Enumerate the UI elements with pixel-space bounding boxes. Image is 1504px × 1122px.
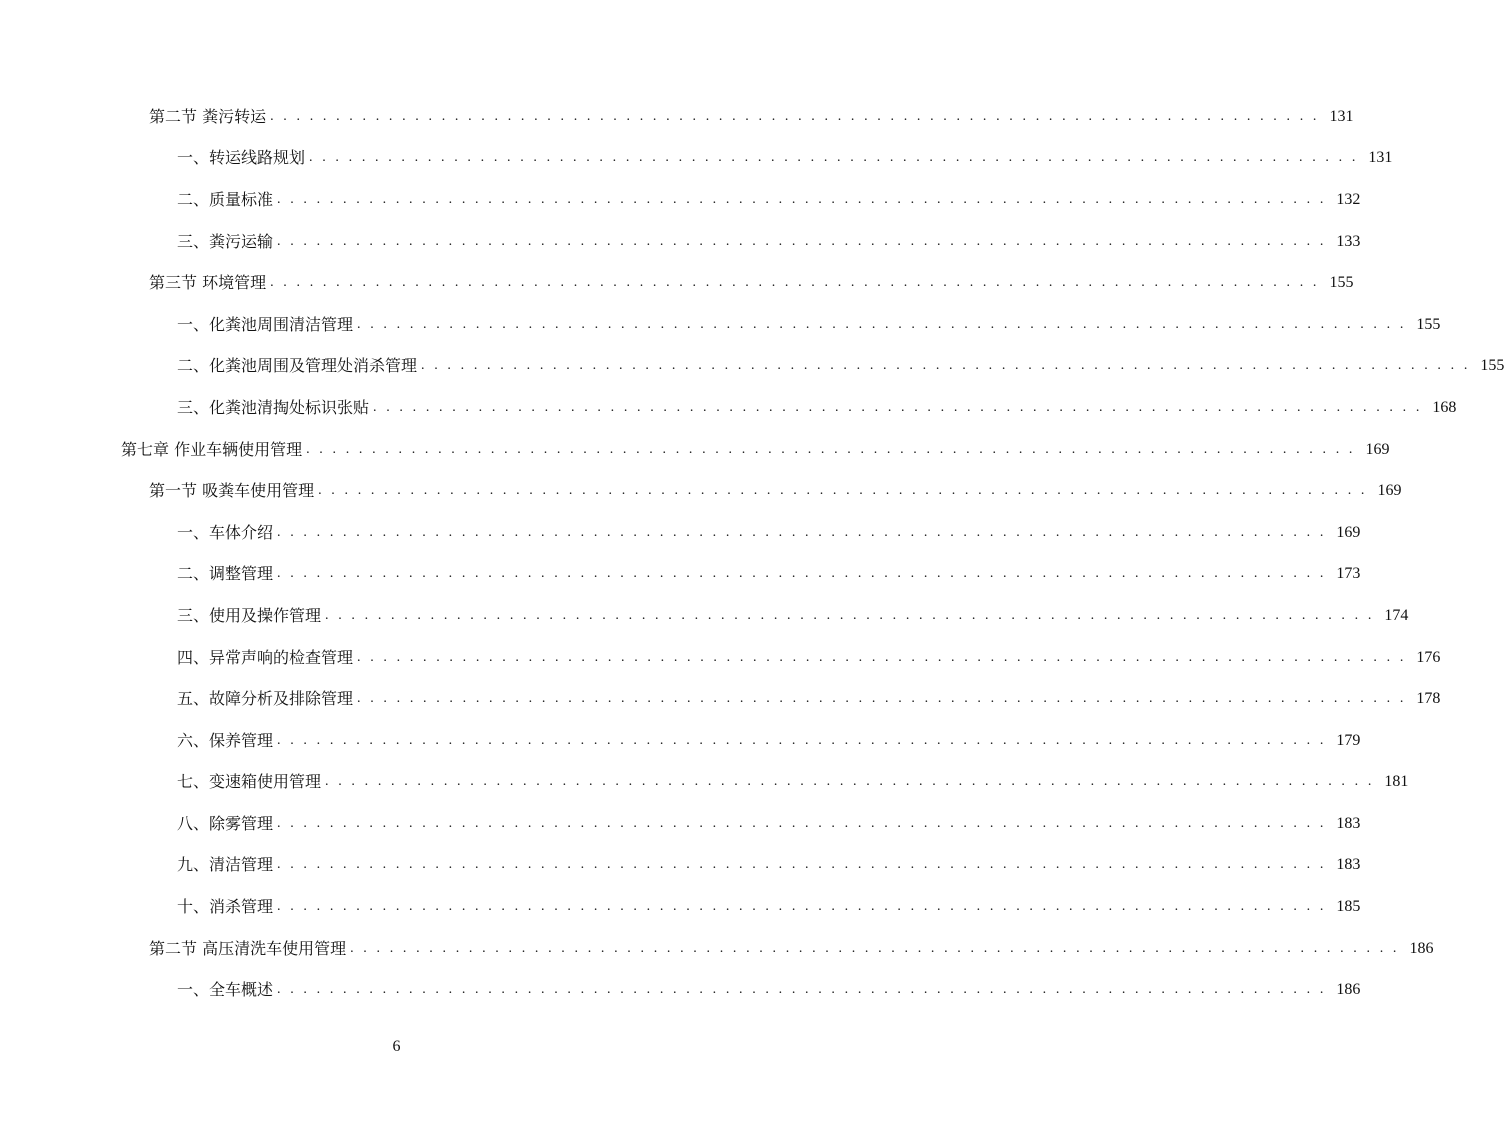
toc-dot-leader: . . . . . . . . . . . . . . . . . . . . . . . . . . . . . . . . . . . . . . . . . . . . . . . . . . . . . . . . . . . . . . . . . . . . . . . . . . . . . . . . [325, 607, 1375, 623]
toc-entry-page-number: 186 [1409, 939, 1434, 957]
toc-entry[interactable] [0, 304, 1441, 346]
toc-dot-leader: . . . . . . . . . . . . . . . . . . . . . . . . . . . . . . . . . . . . . . . . . . . . . . . . . . . . . . . . . . . . . . . . . . . . . . . . . . . . . . . . [277, 233, 1327, 249]
toc-dot-leader: . . . . . . . . . . . . . . . . . . . . . . . . . . . . . . . . . . . . . . . . . . . . . . . . . . . . . . . . . . . . . . . . . . . . . . . . . . . . . . . . [270, 275, 1320, 291]
toc-dot-leader: . . . . . . . . . . . . . . . . . . . . . . . . . . . . . . . . . . . . . . . . . . . . . . . . . . . . . . . . . . . . . . . . . . . . . . . . . . . . . . . . [373, 399, 1423, 415]
toc-entry[interactable] [0, 678, 1441, 720]
toc-dot-leader: . . . . . . . . . . . . . . . . . . . . . . . . . . . . . . . . . . . . . . . . . . . . . . . . . . . . . . . . . . . . . . . . . . . . . . . . . . . . . . . . [277, 899, 1327, 915]
toc-entry-page-number: 179 [1336, 731, 1361, 749]
toc-dot-leader: . . . . . . . . . . . . . . . . . . . . . . . . . . . . . . . . . . . . . . . . . . . . . . . . . . . . . . . . . . . . . . . . . . . . . . . . . . . . . . . . [306, 441, 1356, 457]
toc-entry[interactable] [0, 762, 1409, 804]
toc-dot-leader: . . . . . . . . . . . . . . . . . . . . . . . . . . . . . . . . . . . . . . . . . . . . . . . . . . . . . . . . . . . . . . . . . . . . . . . . . . . . . . . . [277, 191, 1327, 207]
toc-dot-leader: . . . . . . . . . . . . . . . . . . . . . . . . . . . . . . . . . . . . . . . . . . . . . . . . . . . . . . . . . . . . . . . . . . . . . . . . . . . . . . . . [277, 524, 1327, 540]
toc-entry[interactable] [0, 346, 1504, 388]
toc-entry-page-number: 155 [1480, 357, 1504, 375]
toc-entry-title: 四、异常声响的检查管理 [177, 647, 354, 667]
toc-entry-title: 一、化粪池周围清洁管理 [177, 314, 354, 334]
toc-entry-title: 一、全车概述 [177, 980, 274, 1000]
toc-dot-leader: . . . . . . . . . . . . . . . . . . . . . . . . . . . . . . . . . . . . . . . . . . . . . . . . . . . . . . . . . . . . . . . . . . . . . . . . . . . . . . . . [270, 108, 1320, 124]
toc-entry[interactable] [0, 928, 1434, 970]
toc-entry[interactable] [0, 969, 1361, 1011]
toc-entry-page-number: 181 [1384, 773, 1409, 791]
toc-entry-page-number: 169 [1377, 482, 1402, 500]
toc-entry[interactable] [0, 803, 1361, 845]
toc-entry-title: 第七章 作业车辆使用管理 [121, 439, 303, 459]
toc-entry[interactable] [0, 845, 1361, 887]
toc-dot-leader: . . . . . . . . . . . . . . . . . . . . . . . . . . . . . . . . . . . . . . . . . . . . . . . . . . . . . . . . . . . . . . . . . . . . . . . . . . . . . . . . [277, 982, 1327, 998]
toc-entry-title: 三、化粪池清掏处标识张贴 [177, 397, 370, 417]
toc-entry-page-number: 178 [1416, 690, 1441, 708]
toc-entry-page-number: 174 [1384, 606, 1409, 624]
toc-entry[interactable] [0, 96, 1354, 138]
toc-entry-title: 五、故障分析及排除管理 [177, 689, 354, 709]
toc-entry-page-number: 185 [1336, 898, 1361, 916]
toc-entry-title: 第二节 高压清洗车使用管理 [149, 938, 347, 958]
toc-entry-page-number: 186 [1336, 981, 1361, 999]
toc-entry[interactable] [0, 429, 1390, 471]
toc-entry-page-number: 131 [1329, 107, 1354, 125]
toc-entry-title: 二、质量标准 [177, 189, 274, 209]
toc-dot-leader: . . . . . . . . . . . . . . . . . . . . . . . . . . . . . . . . . . . . . . . . . . . . . . . . . . . . . . . . . . . . . . . . . . . . . . . . . . . . . . . . [277, 732, 1327, 748]
toc-entry[interactable] [0, 886, 1361, 928]
toc-entry[interactable] [0, 720, 1361, 762]
toc-entry[interactable] [0, 554, 1361, 596]
toc-dot-leader: . . . . . . . . . . . . . . . . . . . . . . . . . . . . . . . . . . . . . . . . . . . . . . . . . . . . . . . . . . . . . . . . . . . . . . . . . . . . . . . . [325, 774, 1375, 790]
toc-dot-leader: . . . . . . . . . . . . . . . . . . . . . . . . . . . . . . . . . . . . . . . . . . . . . . . . . . . . . . . . . . . . . . . . . . . . . . . . . . . . . . . . [421, 358, 1471, 374]
toc-entry-title: 一、转运线路规划 [177, 148, 306, 168]
toc-entry[interactable] [0, 179, 1361, 221]
toc-entry-page-number: 132 [1336, 190, 1361, 208]
toc-entry-title: 一、车体介绍 [177, 522, 274, 542]
toc-entry-title: 二、化粪池周围及管理处消杀管理 [177, 356, 418, 376]
toc-entry[interactable] [0, 221, 1361, 263]
toc-entry[interactable] [0, 387, 1457, 429]
toc-entry-title: 九、清洁管理 [177, 855, 274, 875]
toc-entry-page-number: 155 [1329, 274, 1354, 292]
toc-dot-leader: . . . . . . . . . . . . . . . . . . . . . . . . . . . . . . . . . . . . . . . . . . . . . . . . . . . . . . . . . . . . . . . . . . . . . . . . . . . . . . . . [357, 649, 1407, 665]
toc-entry-page-number: 131 [1368, 149, 1393, 167]
toc-entry-title: 三、使用及操作管理 [177, 605, 322, 625]
toc-dot-leader: . . . . . . . . . . . . . . . . . . . . . . . . . . . . . . . . . . . . . . . . . . . . . . . . . . . . . . . . . . . . . . . . . . . . . . . . . . . . . . . . [277, 815, 1327, 831]
toc-entry-page-number: 173 [1336, 565, 1361, 583]
toc-entry[interactable] [0, 262, 1354, 304]
toc-entry-page-number: 133 [1336, 232, 1361, 250]
toc-dot-leader: . . . . . . . . . . . . . . . . . . . . . . . . . . . . . . . . . . . . . . . . . . . . . . . . . . . . . . . . . . . . . . . . . . . . . . . . . . . . . . . . [309, 150, 1359, 166]
toc-dot-leader: . . . . . . . . . . . . . . . . . . . . . . . . . . . . . . . . . . . . . . . . . . . . . . . . . . . . . . . . . . . . . . . . . . . . . . . . . . . . . . . . [357, 691, 1407, 707]
toc-entry-title: 六、保养管理 [177, 730, 274, 750]
toc-dot-leader: . . . . . . . . . . . . . . . . . . . . . . . . . . . . . . . . . . . . . . . . . . . . . . . . . . . . . . . . . . . . . . . . . . . . . . . . . . . . . . . . [277, 857, 1327, 873]
table-of-contents [0, 96, 1504, 1011]
toc-entry-title: 第一节 吸粪车使用管理 [149, 481, 315, 501]
toc-entry-title: 七、变速箱使用管理 [177, 772, 322, 792]
toc-entry[interactable] [0, 470, 1402, 512]
toc-entry-title: 第二节 粪污转运 [149, 106, 267, 126]
toc-entry-title: 二、调整管理 [177, 564, 274, 584]
toc-dot-leader: . . . . . . . . . . . . . . . . . . . . . . . . . . . . . . . . . . . . . . . . . . . . . . . . . . . . . . . . . . . . . . . . . . . . . . . . . . . . . . . . [357, 316, 1407, 332]
toc-entry-page-number: 155 [1416, 315, 1441, 333]
toc-dot-leader: . . . . . . . . . . . . . . . . . . . . . . . . . . . . . . . . . . . . . . . . . . . . . . . . . . . . . . . . . . . . . . . . . . . . . . . . . . . . . . . . [277, 566, 1327, 582]
toc-entry-page-number: 169 [1336, 523, 1361, 541]
toc-entry-title: 第三节 环境管理 [149, 273, 267, 293]
toc-entry[interactable] [0, 637, 1441, 679]
toc-entry-title: 十、消杀管理 [177, 897, 274, 917]
toc-entry-title: 八、除雾管理 [177, 813, 274, 833]
toc-entry-page-number: 183 [1336, 856, 1361, 874]
toc-entry[interactable] [0, 138, 1393, 180]
toc-dot-leader: . . . . . . . . . . . . . . . . . . . . . . . . . . . . . . . . . . . . . . . . . . . . . . . . . . . . . . . . . . . . . . . . . . . . . . . . . . . . . . . . [318, 483, 1368, 499]
toc-entry-title: 三、粪污运输 [177, 231, 274, 251]
toc-entry-page-number: 168 [1432, 398, 1457, 416]
toc-entry-page-number: 176 [1416, 648, 1441, 666]
page-number: 6 [392, 1038, 401, 1055]
toc-entry[interactable] [0, 595, 1409, 637]
toc-entry-page-number: 169 [1365, 440, 1390, 458]
toc-dot-leader: . . . . . . . . . . . . . . . . . . . . . . . . . . . . . . . . . . . . . . . . . . . . . . . . . . . . . . . . . . . . . . . . . . . . . . . . . . . . . . . . [350, 940, 1400, 956]
toc-entry[interactable] [0, 512, 1361, 554]
toc-entry-page-number: 183 [1336, 814, 1361, 832]
